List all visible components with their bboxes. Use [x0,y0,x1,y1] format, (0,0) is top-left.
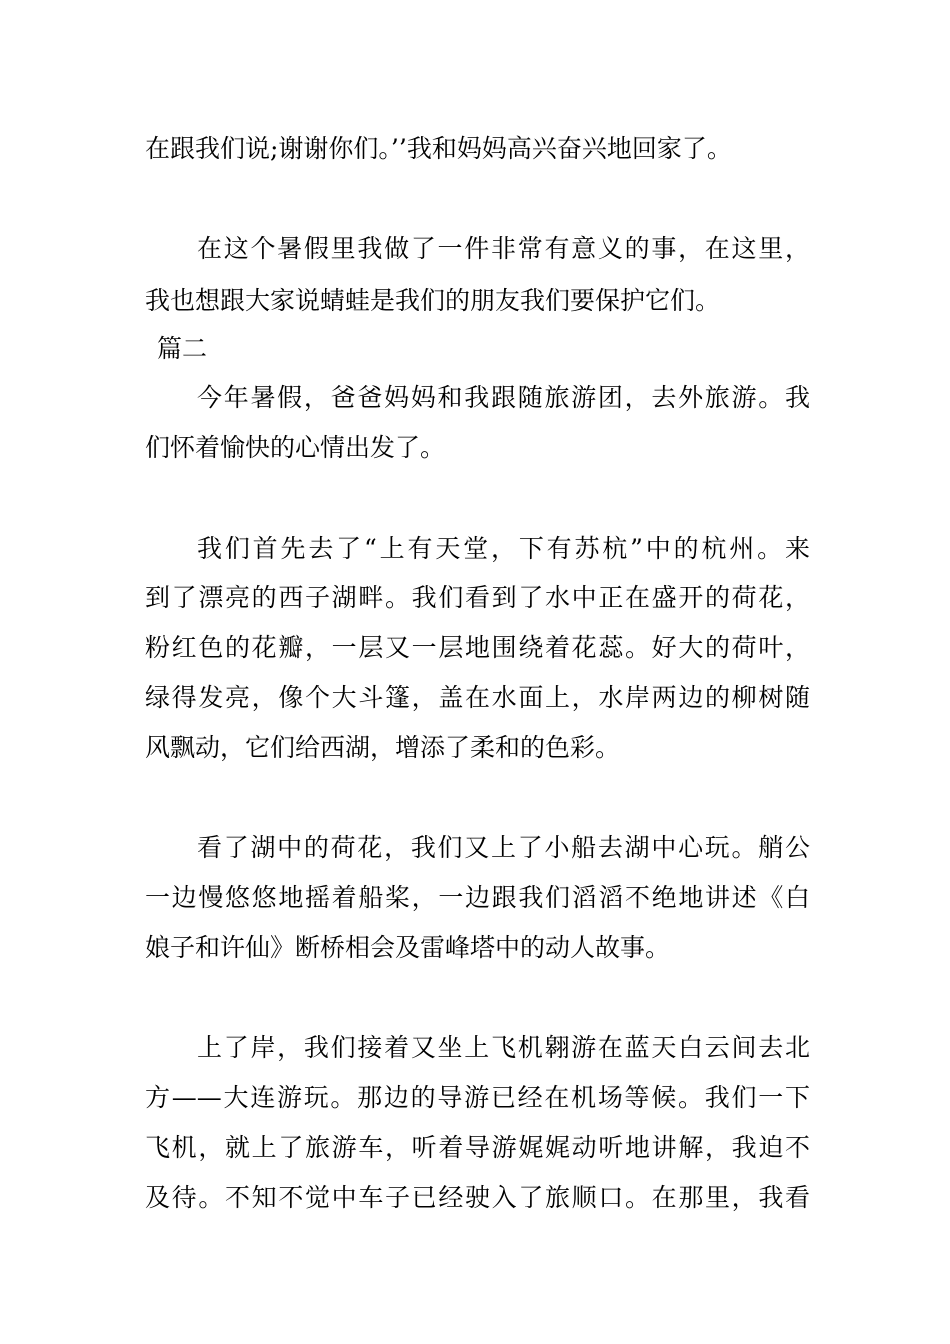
paragraph-line: 看了湖中的荷花，我们又上了小船去湖中心玩。艄公 [197,833,810,862]
paragraph-line: 粉红色的花瓣，一层又一层地围绕着花蕊。好大的荷叶， [145,633,810,662]
paragraph-line: 方——大连游玩。那边的导游已经在机场等候。我们一下 [145,1083,810,1112]
paragraph-line: 风飘动，它们给西湖，增添了柔和的色彩。 [145,733,621,762]
paragraph-line: 上了岸，我们接着又坐上飞机翱游在蓝天白云间去北 [197,1033,810,1062]
paragraph-line: 们怀着愉快的心情出发了。 [145,433,446,462]
paragraph-line: 在这个暑假里我做了一件非常有意义的事，在这里， [197,234,810,263]
paragraph-line: 在跟我们说;谢谢你们。’’我和妈妈高兴奋兴地回家了。 [145,134,732,163]
paragraph-line: 我们首先去了“上有天堂，下有苏杭”中的杭州。来 [197,534,810,563]
section-heading: 篇二 [157,334,208,363]
paragraph-line: 飞机，就上了旅游车，听着导游娓娓动听地讲解，我迫不 [145,1133,810,1162]
paragraph-line: 今年暑假，爸爸妈妈和我跟随旅游团，去外旅游。我 [197,383,810,412]
paragraph-line: 娘子和许仙》断桥相会及雷峰塔中的动人故事。 [145,933,671,962]
paragraph-line: 绿得发亮，像个大斗篷，盖在水面上，水岸两边的柳树随 [145,683,810,712]
paragraph-line: 及待。不知不觉中车子已经驶入了旅顺口。在那里，我看 [145,1183,810,1212]
paragraph-line: 一边慢悠悠地摇着船桨，一边跟我们滔滔不绝地讲述《白 [145,883,810,912]
paragraph-line: 我也想跟大家说蜻蛙是我们的朋友我们要保护它们。 [145,286,721,315]
paragraph-line: 到了漂亮的西子湖畔。我们看到了水中正在盛开的荷花， [145,583,810,612]
